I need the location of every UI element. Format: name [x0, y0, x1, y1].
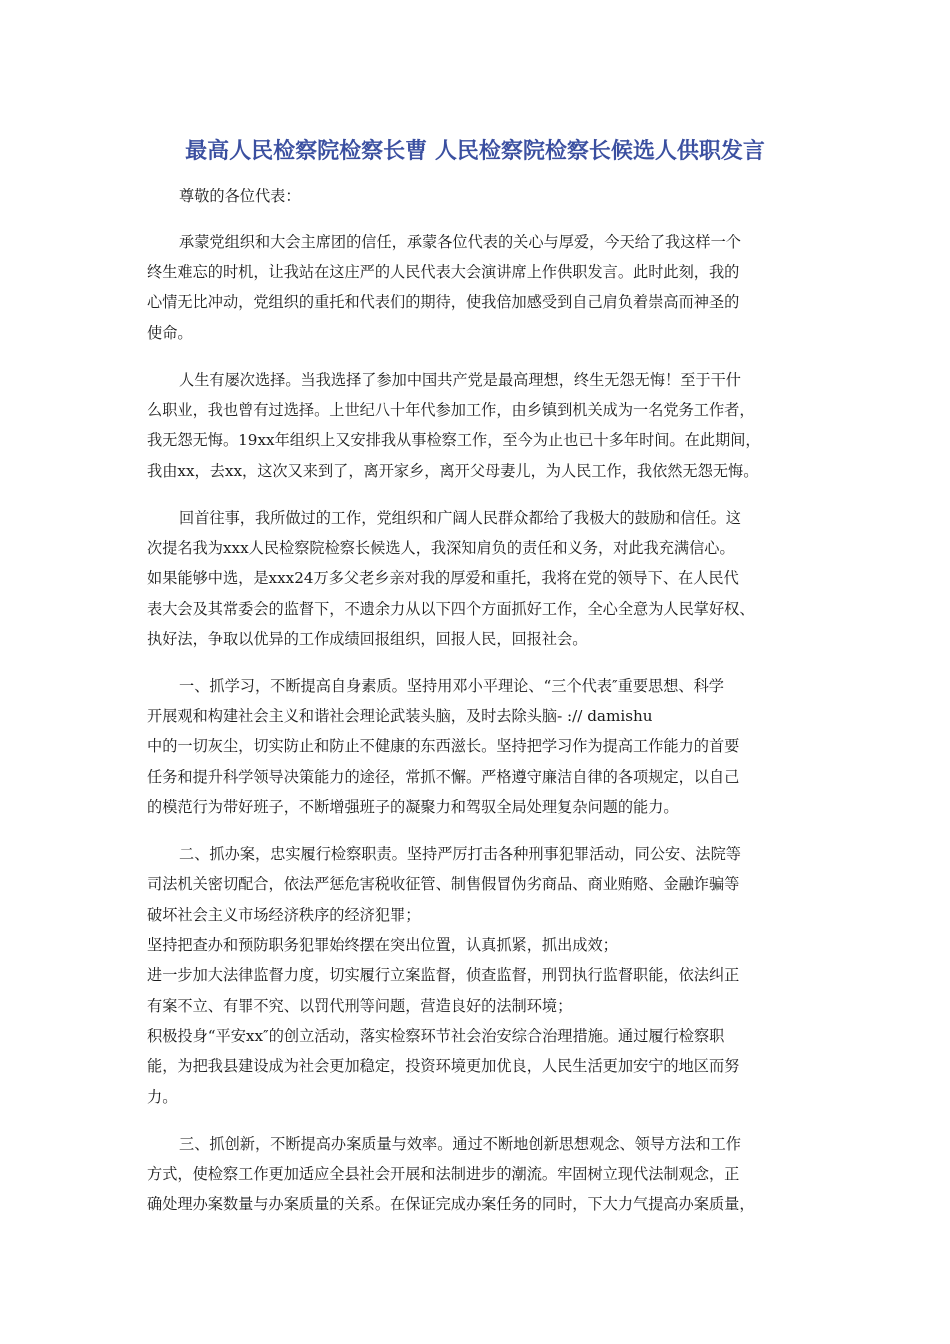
paragraph-line: 任务和提升科学领导决策能力的途径，常抓不懈。严格遵守廉洁自律的各项规定，以自己	[147, 768, 740, 786]
paragraph-line: 司法机关密切配合，依法严惩危害税收征管、制售假冒伪劣商品、商业贿赂、金融诈骗等	[147, 875, 740, 893]
paragraph-line: 能，为把我县建设成为社会更加稳定，投资环境更加优良，人民生活更加安宁的地区而努	[147, 1057, 740, 1075]
paragraph-line: 我由xx，去xx，这次又来到了，离开家乡，离开父母妻儿，为人民工作，我依然无怨无悔。	[147, 462, 759, 480]
paragraph-line: 回首往事，我所做过的工作，党组织和广阔人民群众都给了我极大的鼓励和信任。这	[179, 509, 741, 527]
paragraph-line: 如果能够中选，是xxx24万多父老乡亲对我的厚爱和重托，我将在党的领导下、在人民代	[147, 569, 739, 587]
paragraph-line: 确处理办案数量与办案质量的关系。在保证完成办案任务的同时，下大力气提高办案质量，	[147, 1195, 755, 1213]
paragraph-line: 中的一切灰尘，切实防止和防止不健康的东西滋长。坚持把学习作为提高工作能力的首要	[147, 737, 740, 755]
paragraph-line: 开展观和构建社会主义和谐社会理论武装头脑，及时去除头脑- :// damishu	[147, 707, 653, 725]
paragraph-line: 使命。	[147, 324, 193, 342]
paragraph-line: 执好法，争取以优异的工作成绩回报组织，回报人民，回报社会。	[147, 630, 588, 648]
paragraph-line: 三、抓创新，不断提高办案质量与效率。通过不断地创新思想观念、领导方法和工作	[179, 1135, 741, 1153]
paragraph-line: 二、抓办案，忠实履行检察职责。坚持严厉打击各种刑事犯罪活动，同公安、法院等	[179, 845, 741, 863]
paragraph-line: 进一步加大法律监督力度，切实履行立案监督，侦查监督，刑罚执行监督职能，依法纠正	[147, 966, 740, 984]
paragraph-line: 方式，使检察工作更加适应全县社会开展和法制进步的潮流。牢固树立现代法制观念，正	[147, 1165, 740, 1183]
document-title: 最高人民检察院检察长曹 人民检察院检察长候选人供职发言	[185, 139, 765, 164]
paragraph-line: 的模范行为带好班子，不断增强班子的凝聚力和驾驭全局处理复杂问题的能力。	[147, 798, 679, 816]
paragraph-line: 有案不立、有罪不究、以罚代刑等问题，营造良好的法制环境；	[147, 997, 573, 1015]
paragraph-line: 么职业，我也曾有过选择。上世纪八十年代参加工作，由乡镇到机关成为一名党务工作者，	[147, 401, 755, 419]
paragraph-line: 积极投身“平安xx″的创立活动，落实检察环节社会治安综合治理措施。通过履行检察职	[147, 1027, 725, 1045]
paragraph-line: 承蒙党组织和大会主席团的信任，承蒙各位代表的关心与厚爱，今天给了我这样一个	[179, 233, 741, 251]
salutation: 尊敬的各位代表：	[179, 187, 301, 205]
paragraph-line: 次提名我为xxx人民检察院检察长候选人，我深知肩负的责任和义务，对此我充满信心。	[147, 539, 735, 557]
paragraph-line: 力。	[147, 1088, 178, 1106]
paragraph-line: 表大会及其常委会的监督下，不遗余力从以下四个方面抓好工作，全心全意为人民掌好权、	[147, 600, 755, 618]
paragraph-line: 人生有屡次选择。当我选择了参加中国共产党是最高理想，终生无怨无悔！至于干什	[179, 371, 741, 389]
paragraph-line: 我无怨无悔。19xx年组织上又安排我从事检察工作，至今为止也已十多年时间。在此期间，	[147, 431, 761, 449]
paragraph-line: 终生难忘的时机，让我站在这庄严的人民代表大会演讲席上作供职发言。此时此刻，我的	[147, 263, 740, 281]
paragraph-line: 一、抓学习，不断提高自身素质。坚持用邓小平理论、“三个代表″重要思想、科学	[179, 677, 724, 695]
paragraph-line: 破坏社会主义市场经济秩序的经济犯罪；	[147, 906, 421, 924]
paragraph-line: 坚持把查办和预防职务犯罪始终摆在突出位置，认真抓紧，抓出成效；	[147, 936, 618, 954]
paragraph-line: 心情无比冲动，党组织的重托和代表们的期待，使我倍加感受到自己肩负着崇高而神圣的	[147, 293, 740, 311]
